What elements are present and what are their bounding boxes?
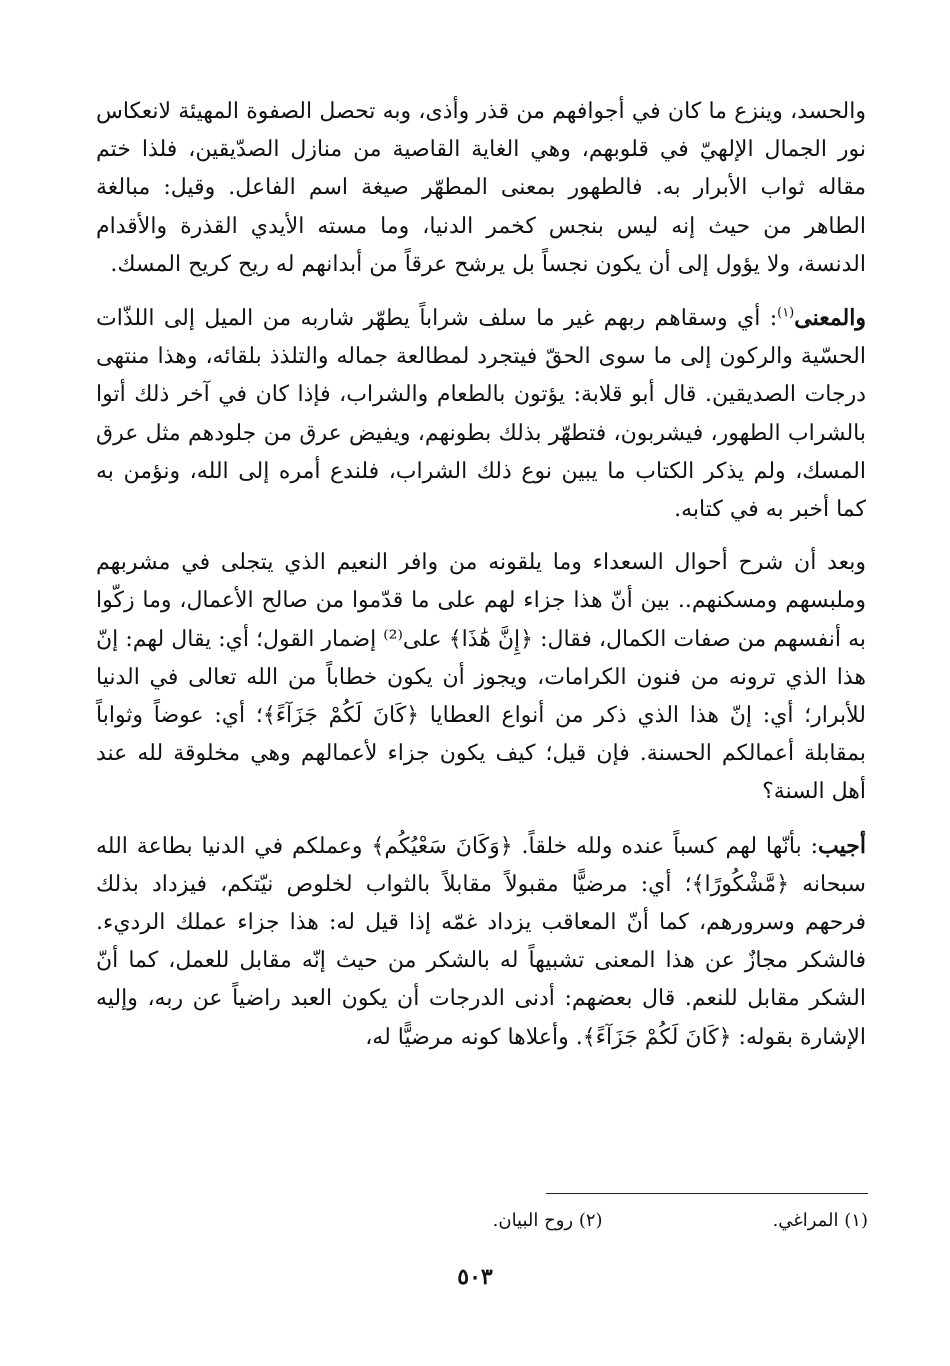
paragraph-3 bbox=[96, 544, 866, 811]
paragraph-text: : بأنّها لهم كسباً عنده ولله خلقاً. ﴿وَكَانَ سَعْيُكُم﴾ وعملكم في الدنيا بطاعة الله سبحانه ﴿مَّشْكُورًا﴾؛ أي: مرضيًّا مقبولاً مقابلاً بالثواب لخلوص نيّتكم، فيزداد بذلك فرحهم وسرورهم، كما أنّ المعاقب يزداد غمّه إذا قيل له: هذا جزاء عملك الرديء. فالشكر مجازٌ عن هذا المعنى تشبيهاً له بالشكر من حيث إنّه مقابل للعمل، كما أنّ الشكر مقابل للنعم. قال بعضهم: أدنى الدرجات أن يكون العبد راضياً عن ربه، وإليه الإشارة بقوله: ﴿كَانَ لَكُمْ جَزَآءً﴾. وأعلاها كونه مرضيًّا له، bbox=[96, 833, 866, 1050]
page-number: ٥٠٣ bbox=[457, 1264, 493, 1290]
paragraph-2 bbox=[96, 299, 866, 529]
paragraph-text: : أي وسقاهم ربهم غير ما سلف شراباً يطهّر شاربه من الميل إلى اللذّات الحسّية والركون إلى ما سوى الحقّ فيتجرد لمطالعة جماله والتلذذ بلقائه، وهذا منتهى درجات الصديقين. قال أبو قلابة: يؤتون بالطعام والشراب، فإذا كان في آخر ذلك أتوا بالشراب الطهور، فيشربون، فتطهّر بذلك بطونهم، ويفيض عرق من جلودهم مثل عرق المسك، ولم يذكر الكتاب ما يبين نوع ذلك الشراب، فلندع أمره إلى الله، ونؤمن به كما أخبر به في كتابه. bbox=[96, 306, 866, 523]
paragraph-1 bbox=[96, 92, 866, 284]
footnote-2: (٢) روح البيان. bbox=[492, 1210, 603, 1231]
paragraph-lead: والمعنى bbox=[794, 305, 866, 332]
footnote-1: (١) المراغي. bbox=[772, 1210, 868, 1231]
footnote-marker: (١) bbox=[777, 305, 795, 321]
main-text bbox=[96, 92, 866, 1072]
paragraph-text: وبعد أن شرح أحوال السعداء وما يلقونه من وافر النعيم الذي يتجلى في مشربهم وملبسهم ومسكنهم.. بين أنّ هذا جزاء لهم على ما قدّموا من صالح الأعمال، وما زكّوا به أنفسهم من صفات الكمال، فقال: ﴿إِنَّ هَٰذَا﴾ على⁽²⁾ إضمار القول؛ أي: يقال لهم: إنّ هذا الذي ترونه من فنون الكرامات، ويجوز أن يكون خطاباً من الله تعالى في الدنيا للأبرار؛ أي: إنّ هذا الذي ذكر من أنواع العطايا ﴿كَانَ لَكُمْ جَزَآءً﴾؛ أي: عوضاً وثواباً بمقابلة أعمالكم الحسنة. فإن قيل؛ كيف يكون جزاء لأعمالهم وهي مخلوقة لله عند أهل السنة؟ bbox=[96, 550, 866, 805]
paragraph-text: والحسد، وينزع ما كان في أجوافهم من قذر وأذى، وبه تحصل الصفوة المهيئة لانعكاس نور الجمال الإلهيّ في قلوبهم، وهي الغاية القاصية من منازل الصدّيقين، فلذا ختم مقاله ثواب الأبرار به. فالطهور بمعنى المطهّر صيغة اسم الفاعل. وقيل: مبالغة الطاهر من حيث إنه ليس بنجس كخمر الدنيا، وما مسته الأيدي القذرة والأقدام الدنسة، ولا يؤول إلى أن يكون نجساً بل يرشح عرقاً من أبدانهم له ريح كريح المسك. bbox=[96, 99, 866, 277]
paragraph-lead: أجيب bbox=[818, 832, 866, 859]
footnotes bbox=[300, 1210, 868, 1231]
paragraph-4 bbox=[96, 827, 866, 1057]
footnote-divider bbox=[546, 1193, 868, 1194]
